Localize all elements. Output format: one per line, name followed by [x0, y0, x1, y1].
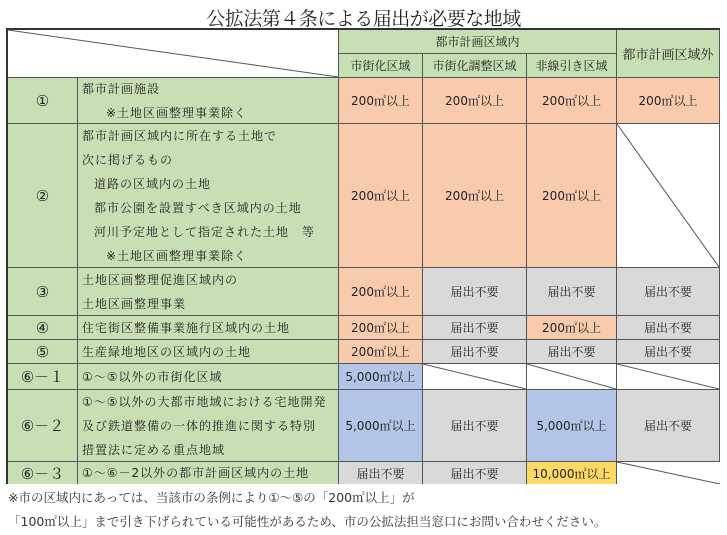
value-cell: 届出不要 — [423, 268, 527, 316]
description-line: 住宅街区整備事業施行区域内の土地 — [82, 320, 291, 335]
value-cell: 届出不要 — [423, 462, 527, 484]
value-cell: 届出不要 — [617, 340, 720, 364]
description-line: 河川予定地として指定された土地 等 — [94, 224, 316, 239]
description-line: 都市公園を設置すべき区域内の土地 — [94, 200, 302, 215]
value-cell: 届出不要 — [617, 316, 720, 340]
row-description — [78, 268, 339, 316]
value-cell: 届出不要 — [617, 268, 720, 316]
description-line: ※土地区画整理事業除く — [106, 248, 248, 263]
value-cell: 5,000㎡以上 — [339, 390, 423, 462]
header-unzoned-area: 非線引き区域 — [527, 54, 617, 78]
not-applicable-cell — [423, 364, 527, 390]
page-title: 公拡法第４条による届出が必要な地域 — [206, 8, 521, 30]
value-cell: 届出不要 — [339, 462, 423, 484]
description-line: 都市計画区域内に所在する土地で — [82, 128, 278, 143]
row-number: ② — [8, 124, 78, 268]
header-urbanization-control-area: 市街化調整区域 — [423, 54, 527, 78]
value-cell: 届出不要 — [527, 340, 617, 364]
description-line: 土地区画整理促進区域内の — [82, 272, 239, 287]
header-corner-cell — [8, 30, 339, 78]
row-description — [78, 316, 339, 340]
footnote-line-1: ※市の区域内にあっては、当該市の条例により①～⑤の「200㎡以上」が — [8, 490, 415, 505]
row-number: ⑥－３ — [8, 462, 78, 484]
value-cell: 届出不要 — [423, 340, 527, 364]
description-line: ①～⑤以外の大都市地域における宅地開発 — [82, 394, 327, 409]
not-applicable-cell — [527, 364, 617, 390]
row-description — [78, 78, 339, 124]
footnote-line-2: 「100㎡以上」まで引き下げられている可能性があるため、市の公拡法担当窓口にお問い合わせください。 — [8, 514, 607, 529]
value-cell: 10,000㎡以上 — [527, 462, 617, 484]
description-line: 次に掲げるもの — [82, 152, 174, 167]
value-cell: 5,000㎡以上 — [339, 364, 423, 390]
description-line: 都市計画施設 — [82, 81, 161, 96]
value-cell: 200㎡以上 — [527, 78, 617, 124]
value-cell: 5,000㎡以上 — [527, 390, 617, 462]
description-line: ①～⑥－2以外の都市計画区域内の土地 — [82, 466, 310, 480]
value-cell: 200㎡以上 — [527, 316, 617, 340]
value-cell: 200㎡以上 — [527, 124, 617, 268]
header-urbanization-area: 市街化区域 — [339, 54, 423, 78]
value-cell: 届出不要 — [617, 390, 720, 462]
row-number: ⑥－１ — [8, 364, 78, 390]
value-cell: 200㎡以上 — [339, 316, 423, 340]
value-cell: 200㎡以上 — [423, 124, 527, 268]
value-cell: 200㎡以上 — [339, 268, 423, 316]
row-description — [78, 390, 339, 462]
not-applicable-cell — [617, 124, 720, 268]
header-out-city-planning: 都市計画区域外 — [617, 30, 720, 78]
row-number: ① — [8, 78, 78, 124]
row-number: ⑥－２ — [8, 390, 78, 462]
description-line: 措置法に定める重点地域 — [82, 442, 226, 457]
description-line: 土地区画整理事業 — [82, 296, 187, 311]
value-cell: 200㎡以上 — [423, 78, 527, 124]
value-cell: 届出不要 — [423, 316, 527, 340]
notification-table — [6, 28, 720, 484]
not-applicable-cell — [617, 364, 720, 390]
value-cell: 届出不要 — [527, 268, 617, 316]
description-line: ①～⑤以外の市街化区域 — [82, 369, 223, 384]
description-line: 道路の区域内の土地 — [94, 176, 212, 191]
row-description — [78, 364, 339, 390]
value-cell: 200㎡以上 — [339, 340, 423, 364]
row-description — [78, 124, 339, 268]
value-cell: 届出不要 — [423, 390, 527, 462]
not-applicable-cell — [617, 462, 720, 484]
value-cell: 200㎡以上 — [617, 78, 720, 124]
row-number: ③ — [8, 268, 78, 316]
row-description — [78, 340, 339, 364]
row-number: ④ — [8, 316, 78, 340]
value-cell: 200㎡以上 — [339, 124, 423, 268]
value-cell: 200㎡以上 — [339, 78, 423, 124]
description-line: 及び鉄道整備の一体的推進に関する特別 — [82, 418, 317, 433]
header-in-city-planning: 都市計画区域内 — [339, 30, 617, 54]
row-description — [78, 462, 339, 484]
row-number: ⑤ — [8, 340, 78, 364]
description-line: ※土地区画整理事業除く — [106, 105, 248, 120]
description-line: 生産緑地地区の区域内の土地 — [82, 344, 252, 359]
